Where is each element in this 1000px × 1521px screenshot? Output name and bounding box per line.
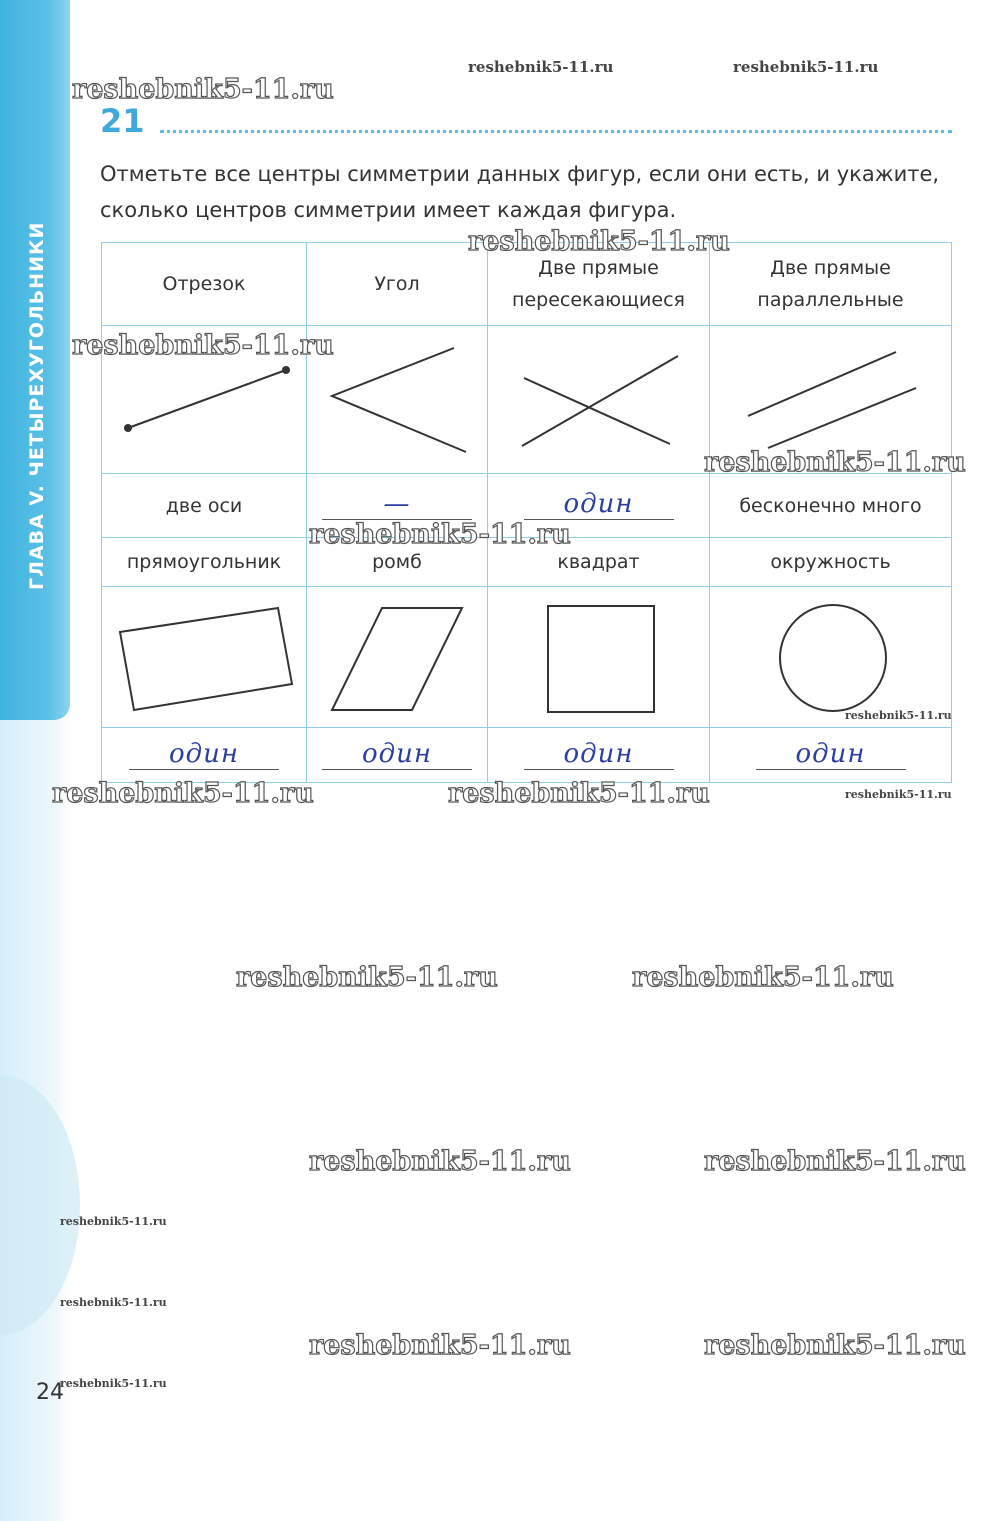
header-rhombus: ромб [307, 538, 488, 587]
header-intersecting-lines: Две прямые пересекающиеся [488, 243, 710, 326]
task-text: Отметьте все центры симметрии данных фигур, если они есть, и укажите, сколько центров симметрии имеет каждая фигура. [100, 162, 940, 222]
answer-angle [307, 474, 488, 538]
table-row [102, 474, 952, 538]
parallel-lines-figure [710, 326, 952, 474]
watermark: reshebnik5-11.ru [448, 778, 710, 809]
task-number: 21 [100, 102, 145, 140]
answer-circle [710, 728, 952, 783]
header-circle: окружность [710, 538, 952, 587]
answer-rhombus [307, 728, 488, 783]
watermark: reshebnik5-11.ru [632, 962, 894, 993]
watermark: reshebnik5-11.ru [704, 1330, 966, 1361]
table-row [102, 538, 952, 587]
watermark: reshebnik5-11.ru [52, 778, 314, 809]
rhombus-figure [307, 587, 488, 728]
watermark: reshebnik5-11.ru [60, 1215, 167, 1228]
answer-parallel: бесконечно много [710, 474, 952, 538]
square-figure [488, 587, 710, 728]
watermark: reshebnik5-11.ru [60, 1377, 167, 1390]
answer-segment: две оси [102, 474, 307, 538]
handwritten-answer: один [524, 739, 674, 770]
table-row [102, 243, 952, 326]
watermark: reshebnik5-11.ru [309, 1146, 571, 1177]
header-rectangle: прямоугольник [102, 538, 307, 587]
page-number: 24 [36, 1380, 64, 1405]
watermark: reshebnik5-11.ru [72, 74, 334, 105]
header-parallel-lines: Две прямые параллельные [710, 243, 952, 326]
watermark: reshebnik5-11.ru [733, 58, 879, 76]
symmetry-table [101, 242, 952, 783]
answer-intersecting [488, 474, 710, 538]
watermark: reshebnik5-11.ru [309, 1330, 571, 1361]
chapter-label: ГЛАВА V. ЧЕТЫРЕХУГОЛЬНИКИ [26, 221, 48, 590]
table-row [102, 728, 952, 783]
answer-square [488, 728, 710, 783]
watermark: reshebnik5-11.ru [72, 330, 334, 361]
task-dotted-rule [160, 130, 952, 133]
watermark: reshebnik5-11.ru [845, 788, 952, 801]
handwritten-answer: один [524, 489, 674, 520]
handwritten-answer: — [322, 489, 472, 520]
watermark: reshebnik5-11.ru [468, 226, 730, 257]
table-row [102, 587, 952, 728]
watermark: reshebnik5-11.ru [468, 58, 614, 76]
header-angle: Угол [307, 243, 488, 326]
answer-rectangle [102, 728, 307, 783]
watermark: reshebnik5-11.ru [236, 962, 498, 993]
intersecting-lines-figure [488, 326, 710, 474]
table-row [102, 326, 952, 474]
watermark: reshebnik5-11.ru [704, 447, 966, 478]
watermark: reshebnik5-11.ru [309, 519, 571, 550]
header-square: квадрат [488, 538, 710, 587]
watermark: reshebnik5-11.ru [60, 1296, 167, 1309]
angle-figure [307, 326, 488, 474]
segment-figure [102, 326, 307, 474]
handwritten-answer: один [322, 739, 472, 770]
handwritten-answer: один [129, 739, 279, 770]
watermark: reshebnik5-11.ru [845, 709, 952, 722]
circle-figure [710, 587, 952, 728]
handwritten-answer: один [756, 739, 906, 770]
header-segment: Отрезок [102, 243, 307, 326]
rectangle-figure [102, 587, 307, 728]
watermark: reshebnik5-11.ru [704, 1146, 966, 1177]
